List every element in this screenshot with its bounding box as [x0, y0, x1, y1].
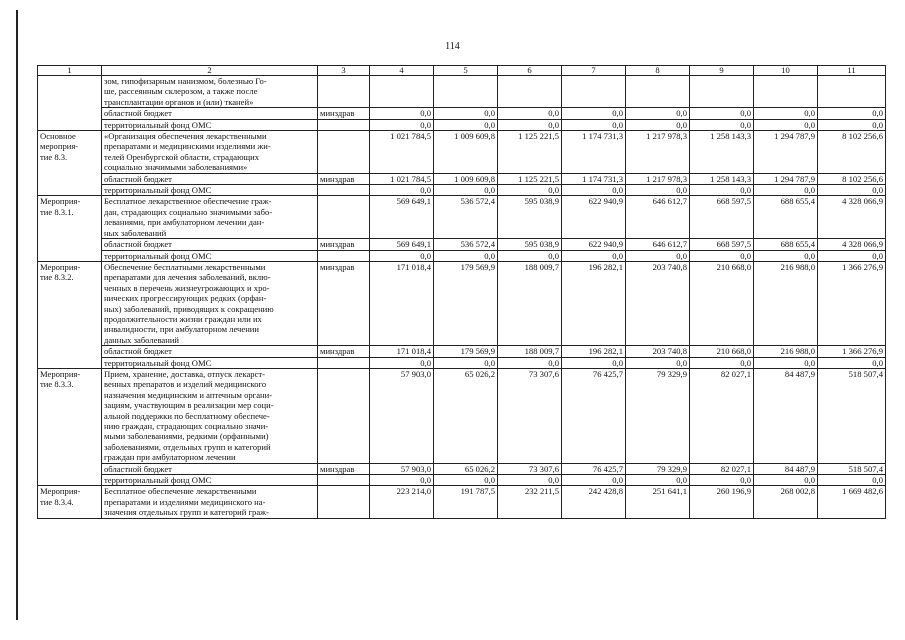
- year-value: 0,0: [818, 357, 886, 368]
- year-value: 569 649,1: [370, 196, 434, 239]
- year-value: 0,0: [626, 119, 690, 130]
- executor: [318, 131, 370, 174]
- year-value: 1 217 978,3: [626, 173, 690, 184]
- year-value: 1 366 276,9: [818, 261, 886, 345]
- executor: [318, 76, 370, 108]
- year-value: 1 294 787,9: [754, 173, 818, 184]
- funding-source: областной бюджет: [102, 346, 318, 357]
- year-value: 232 211,5: [498, 486, 562, 518]
- year-value: 0,0: [434, 108, 498, 119]
- year-value: 595 038,9: [498, 196, 562, 239]
- year-value: 216 988,0: [754, 346, 818, 357]
- year-value: 251 641,1: [626, 486, 690, 518]
- funding-source-row: [38, 173, 886, 184]
- year-value: 1 174 731,3: [562, 131, 626, 174]
- year-value: 57 903,0: [370, 463, 434, 474]
- year-value: 4 328 066,9: [818, 196, 886, 239]
- funding-source: областной бюджет: [102, 463, 318, 474]
- year-value: [434, 76, 498, 108]
- year-value: 171 018,4: [370, 346, 434, 357]
- year-value: 79 329,9: [626, 463, 690, 474]
- year-value: [818, 76, 886, 108]
- funding-source-row: [38, 108, 886, 119]
- column-header: 6: [498, 66, 562, 76]
- executor: минздрав: [318, 261, 370, 345]
- year-value: 196 282,1: [562, 346, 626, 357]
- year-value: 0,0: [754, 250, 818, 261]
- year-value: 1 009 609,8: [434, 131, 498, 174]
- year-value: 0,0: [690, 357, 754, 368]
- year-value: 1 174 731,3: [562, 173, 626, 184]
- column-header: 1: [38, 66, 102, 76]
- year-value: 0,0: [562, 185, 626, 196]
- funding-source: областной бюджет: [102, 239, 318, 250]
- column-header: 3: [318, 66, 370, 76]
- year-value: 0,0: [690, 185, 754, 196]
- column-header: 8: [626, 66, 690, 76]
- year-value: [626, 76, 690, 108]
- year-value: 84 487,9: [754, 368, 818, 463]
- year-value: 0,0: [370, 108, 434, 119]
- year-value: 0,0: [690, 108, 754, 119]
- executor: [318, 196, 370, 239]
- year-value: 646 612,7: [626, 239, 690, 250]
- year-value: 210 668,0: [690, 346, 754, 357]
- year-value: 622 940,9: [562, 239, 626, 250]
- year-value: 79 329,9: [626, 368, 690, 463]
- column-header: 5: [434, 66, 498, 76]
- year-value: 1 125 221,5: [498, 173, 562, 184]
- year-value: 1 294 787,9: [754, 131, 818, 174]
- year-value: 0,0: [754, 185, 818, 196]
- funding-source-row: [38, 185, 886, 196]
- column-header: 7: [562, 66, 626, 76]
- year-value: 188 009,7: [498, 346, 562, 357]
- year-value: 203 740,8: [626, 346, 690, 357]
- column-header: 11: [818, 66, 886, 76]
- executor: минздрав: [318, 346, 370, 357]
- page-number: 114: [445, 41, 460, 52]
- executor: [318, 185, 370, 196]
- funding-source: территориальный фонд ОМС: [102, 357, 318, 368]
- year-value: 0,0: [818, 119, 886, 130]
- measure-code: Мероприя- тие 8.3.3.: [38, 368, 102, 485]
- year-value: 1 258 143,3: [690, 173, 754, 184]
- table-header-row: [38, 66, 886, 76]
- year-value: 536 572,4: [434, 196, 498, 239]
- year-value: 0,0: [370, 357, 434, 368]
- column-header: 4: [370, 66, 434, 76]
- year-value: 688 655,4: [754, 196, 818, 239]
- funding-source-row: [38, 346, 886, 357]
- year-value: 0,0: [626, 357, 690, 368]
- year-value: 595 038,9: [498, 239, 562, 250]
- year-value: 0,0: [498, 119, 562, 130]
- executor: минздрав: [318, 108, 370, 119]
- year-value: 76 425,7: [562, 463, 626, 474]
- year-value: [498, 76, 562, 108]
- year-value: [754, 76, 818, 108]
- measure-row: [38, 368, 886, 463]
- year-value: 1 258 143,3: [690, 131, 754, 174]
- year-value: 4 328 066,9: [818, 239, 886, 250]
- year-value: 0,0: [626, 185, 690, 196]
- year-value: 1 217 978,3: [626, 131, 690, 174]
- year-value: 0,0: [818, 475, 886, 486]
- year-value: 242 428,8: [562, 486, 626, 518]
- column-header: 10: [754, 66, 818, 76]
- executor: [318, 475, 370, 486]
- year-value: 0,0: [434, 185, 498, 196]
- year-value: 1 669 482,6: [818, 486, 886, 518]
- year-value: 536 572,4: [434, 239, 498, 250]
- year-value: 0,0: [626, 108, 690, 119]
- year-value: 57 903,0: [370, 368, 434, 463]
- year-value: 82 027,1: [690, 368, 754, 463]
- year-value: 260 196,9: [690, 486, 754, 518]
- year-value: 0,0: [498, 250, 562, 261]
- year-value: 0,0: [754, 108, 818, 119]
- year-value: 0,0: [562, 108, 626, 119]
- year-value: 0,0: [690, 119, 754, 130]
- measure-name: зом, гипофизарным нанизмом, болезнью Го- ше, рассеянным склерозом, а также после трансплантации органов и (или) тканей»: [102, 76, 318, 108]
- year-value: 216 988,0: [754, 261, 818, 345]
- year-value: 65 026,2: [434, 463, 498, 474]
- year-value: 0,0: [562, 475, 626, 486]
- column-header: 2: [102, 66, 318, 76]
- measure-name: «Организация обеспечения лекарственными препаратами и медицинскими изделиями жи- телей Оренбургской области, страдающих социально значимыми заболеваниями»: [102, 131, 318, 174]
- year-value: 668 597,5: [690, 239, 754, 250]
- measure-row: [38, 76, 886, 108]
- year-value: 191 787,5: [434, 486, 498, 518]
- measure-row: [38, 261, 886, 345]
- year-value: 0,0: [498, 357, 562, 368]
- year-value: 569 649,1: [370, 239, 434, 250]
- year-value: 0,0: [562, 119, 626, 130]
- funding-source: территориальный фонд ОМС: [102, 185, 318, 196]
- executor: [318, 486, 370, 518]
- year-value: 203 740,8: [626, 261, 690, 345]
- funding-source: областной бюджет: [102, 173, 318, 184]
- measure-name: Прием, хранение, доставка, отпуск лекарст- венных препаратов и изделий медицинского назначения медицинским и аптечным органи- зациям, участвующим в реализации мер соци- альной поддержки по бесплатному обеспече- нию граждан, страдающих социально значи- мыми заболеваниями, редкими (орфанными) заболеваниями, отдельных групп и категорий граждан при амбулаторном лечении: [102, 368, 318, 463]
- measure-row: [38, 486, 886, 518]
- year-value: 84 487,9: [754, 463, 818, 474]
- executor: [318, 357, 370, 368]
- measure-name: Бесплатное обеспечение лекарственными препаратами и изделиями медицинского на- значения отдельных групп и категорий граж-: [102, 486, 318, 518]
- year-value: 518 507,4: [818, 463, 886, 474]
- funding-source-row: [38, 475, 886, 486]
- year-value: 82 027,1: [690, 463, 754, 474]
- year-value: 0,0: [498, 475, 562, 486]
- year-value: 171 018,4: [370, 261, 434, 345]
- measure-code: Мероприя- тие 8.3.4.: [38, 486, 102, 518]
- measure-row: [38, 131, 886, 174]
- year-value: 1 366 276,9: [818, 346, 886, 357]
- year-value: 268 002,8: [754, 486, 818, 518]
- year-value: 8 102 256,6: [818, 131, 886, 174]
- year-value: 0,0: [434, 475, 498, 486]
- year-value: 73 307,6: [498, 463, 562, 474]
- year-value: 0,0: [626, 475, 690, 486]
- year-value: 0,0: [818, 108, 886, 119]
- funding-source-row: [38, 357, 886, 368]
- executor: [318, 250, 370, 261]
- funding-source-row: [38, 239, 886, 250]
- year-value: 1 125 221,5: [498, 131, 562, 174]
- year-value: 0,0: [370, 185, 434, 196]
- year-value: 0,0: [370, 475, 434, 486]
- year-value: 0,0: [754, 475, 818, 486]
- year-value: 188 009,7: [498, 261, 562, 345]
- year-value: 76 425,7: [562, 368, 626, 463]
- year-value: 0,0: [434, 119, 498, 130]
- measure-code: Мероприя- тие 8.3.2.: [38, 261, 102, 368]
- executor: минздрав: [318, 239, 370, 250]
- year-value: 0,0: [498, 108, 562, 119]
- measure-name: Обеспечение бесплатными лекарственными препаратами для лечения заболеваний, вклю- ченных в перечень жизнеугрожающих и хро- нических прогрессирующих редких (орфан- ных) заболеваний, приводящих к сокращению продолжительности жизни граждан или их инвалидности, при амбулаторном лечении данных заболеваний: [102, 261, 318, 345]
- year-value: 1 021 784,5: [370, 173, 434, 184]
- funding-source-row: [38, 463, 886, 474]
- year-value: 179 569,9: [434, 346, 498, 357]
- year-value: 210 668,0: [690, 261, 754, 345]
- funding-source: областной бюджет: [102, 108, 318, 119]
- year-value: 73 307,6: [498, 368, 562, 463]
- year-value: 622 940,9: [562, 196, 626, 239]
- executor: минздрав: [318, 173, 370, 184]
- year-value: 0,0: [690, 250, 754, 261]
- year-value: 223 214,0: [370, 486, 434, 518]
- year-value: 668 597,5: [690, 196, 754, 239]
- year-value: 8 102 256,6: [818, 173, 886, 184]
- funding-source: территориальный фонд ОМС: [102, 250, 318, 261]
- year-value: 0,0: [370, 119, 434, 130]
- year-value: [690, 76, 754, 108]
- year-value: 0,0: [818, 250, 886, 261]
- year-value: 518 507,4: [818, 368, 886, 463]
- year-value: [370, 76, 434, 108]
- year-value: 0,0: [754, 119, 818, 130]
- year-value: 0,0: [690, 475, 754, 486]
- year-value: 0,0: [498, 185, 562, 196]
- year-value: 0,0: [754, 357, 818, 368]
- year-value: 0,0: [434, 250, 498, 261]
- funding-source: территориальный фонд ОМС: [102, 475, 318, 486]
- year-value: 646 612,7: [626, 196, 690, 239]
- column-header: 9: [690, 66, 754, 76]
- measure-code: Мероприя- тие 8.3.1.: [38, 196, 102, 261]
- year-value: 65 026,2: [434, 368, 498, 463]
- year-value: 0,0: [434, 357, 498, 368]
- budget-table: [37, 65, 886, 519]
- year-value: 1 009 609,8: [434, 173, 498, 184]
- funding-source-row: [38, 119, 886, 130]
- measure-code: [38, 76, 102, 131]
- executor: минздрав: [318, 463, 370, 474]
- measure-code: Основное мероприя- тие 8.3.: [38, 131, 102, 196]
- funding-source: территориальный фонд ОМС: [102, 119, 318, 130]
- year-value: 0,0: [370, 250, 434, 261]
- executor: [318, 119, 370, 130]
- binding-margin-line: [16, 10, 18, 620]
- year-value: [562, 76, 626, 108]
- funding-source-row: [38, 250, 886, 261]
- year-value: 0,0: [562, 357, 626, 368]
- year-value: 0,0: [562, 250, 626, 261]
- measure-row: [38, 196, 886, 239]
- executor: [318, 368, 370, 463]
- year-value: 196 282,1: [562, 261, 626, 345]
- year-value: 0,0: [818, 185, 886, 196]
- measure-name: Бесплатное лекарственное обеспечение граж- дан, страдающих социально значимыми забо- леваниями, при амбулаторном лечении дан- ных заболеваний: [102, 196, 318, 239]
- year-value: 688 655,4: [754, 239, 818, 250]
- year-value: 179 569,9: [434, 261, 498, 345]
- year-value: 1 021 784,5: [370, 131, 434, 174]
- year-value: 0,0: [626, 250, 690, 261]
